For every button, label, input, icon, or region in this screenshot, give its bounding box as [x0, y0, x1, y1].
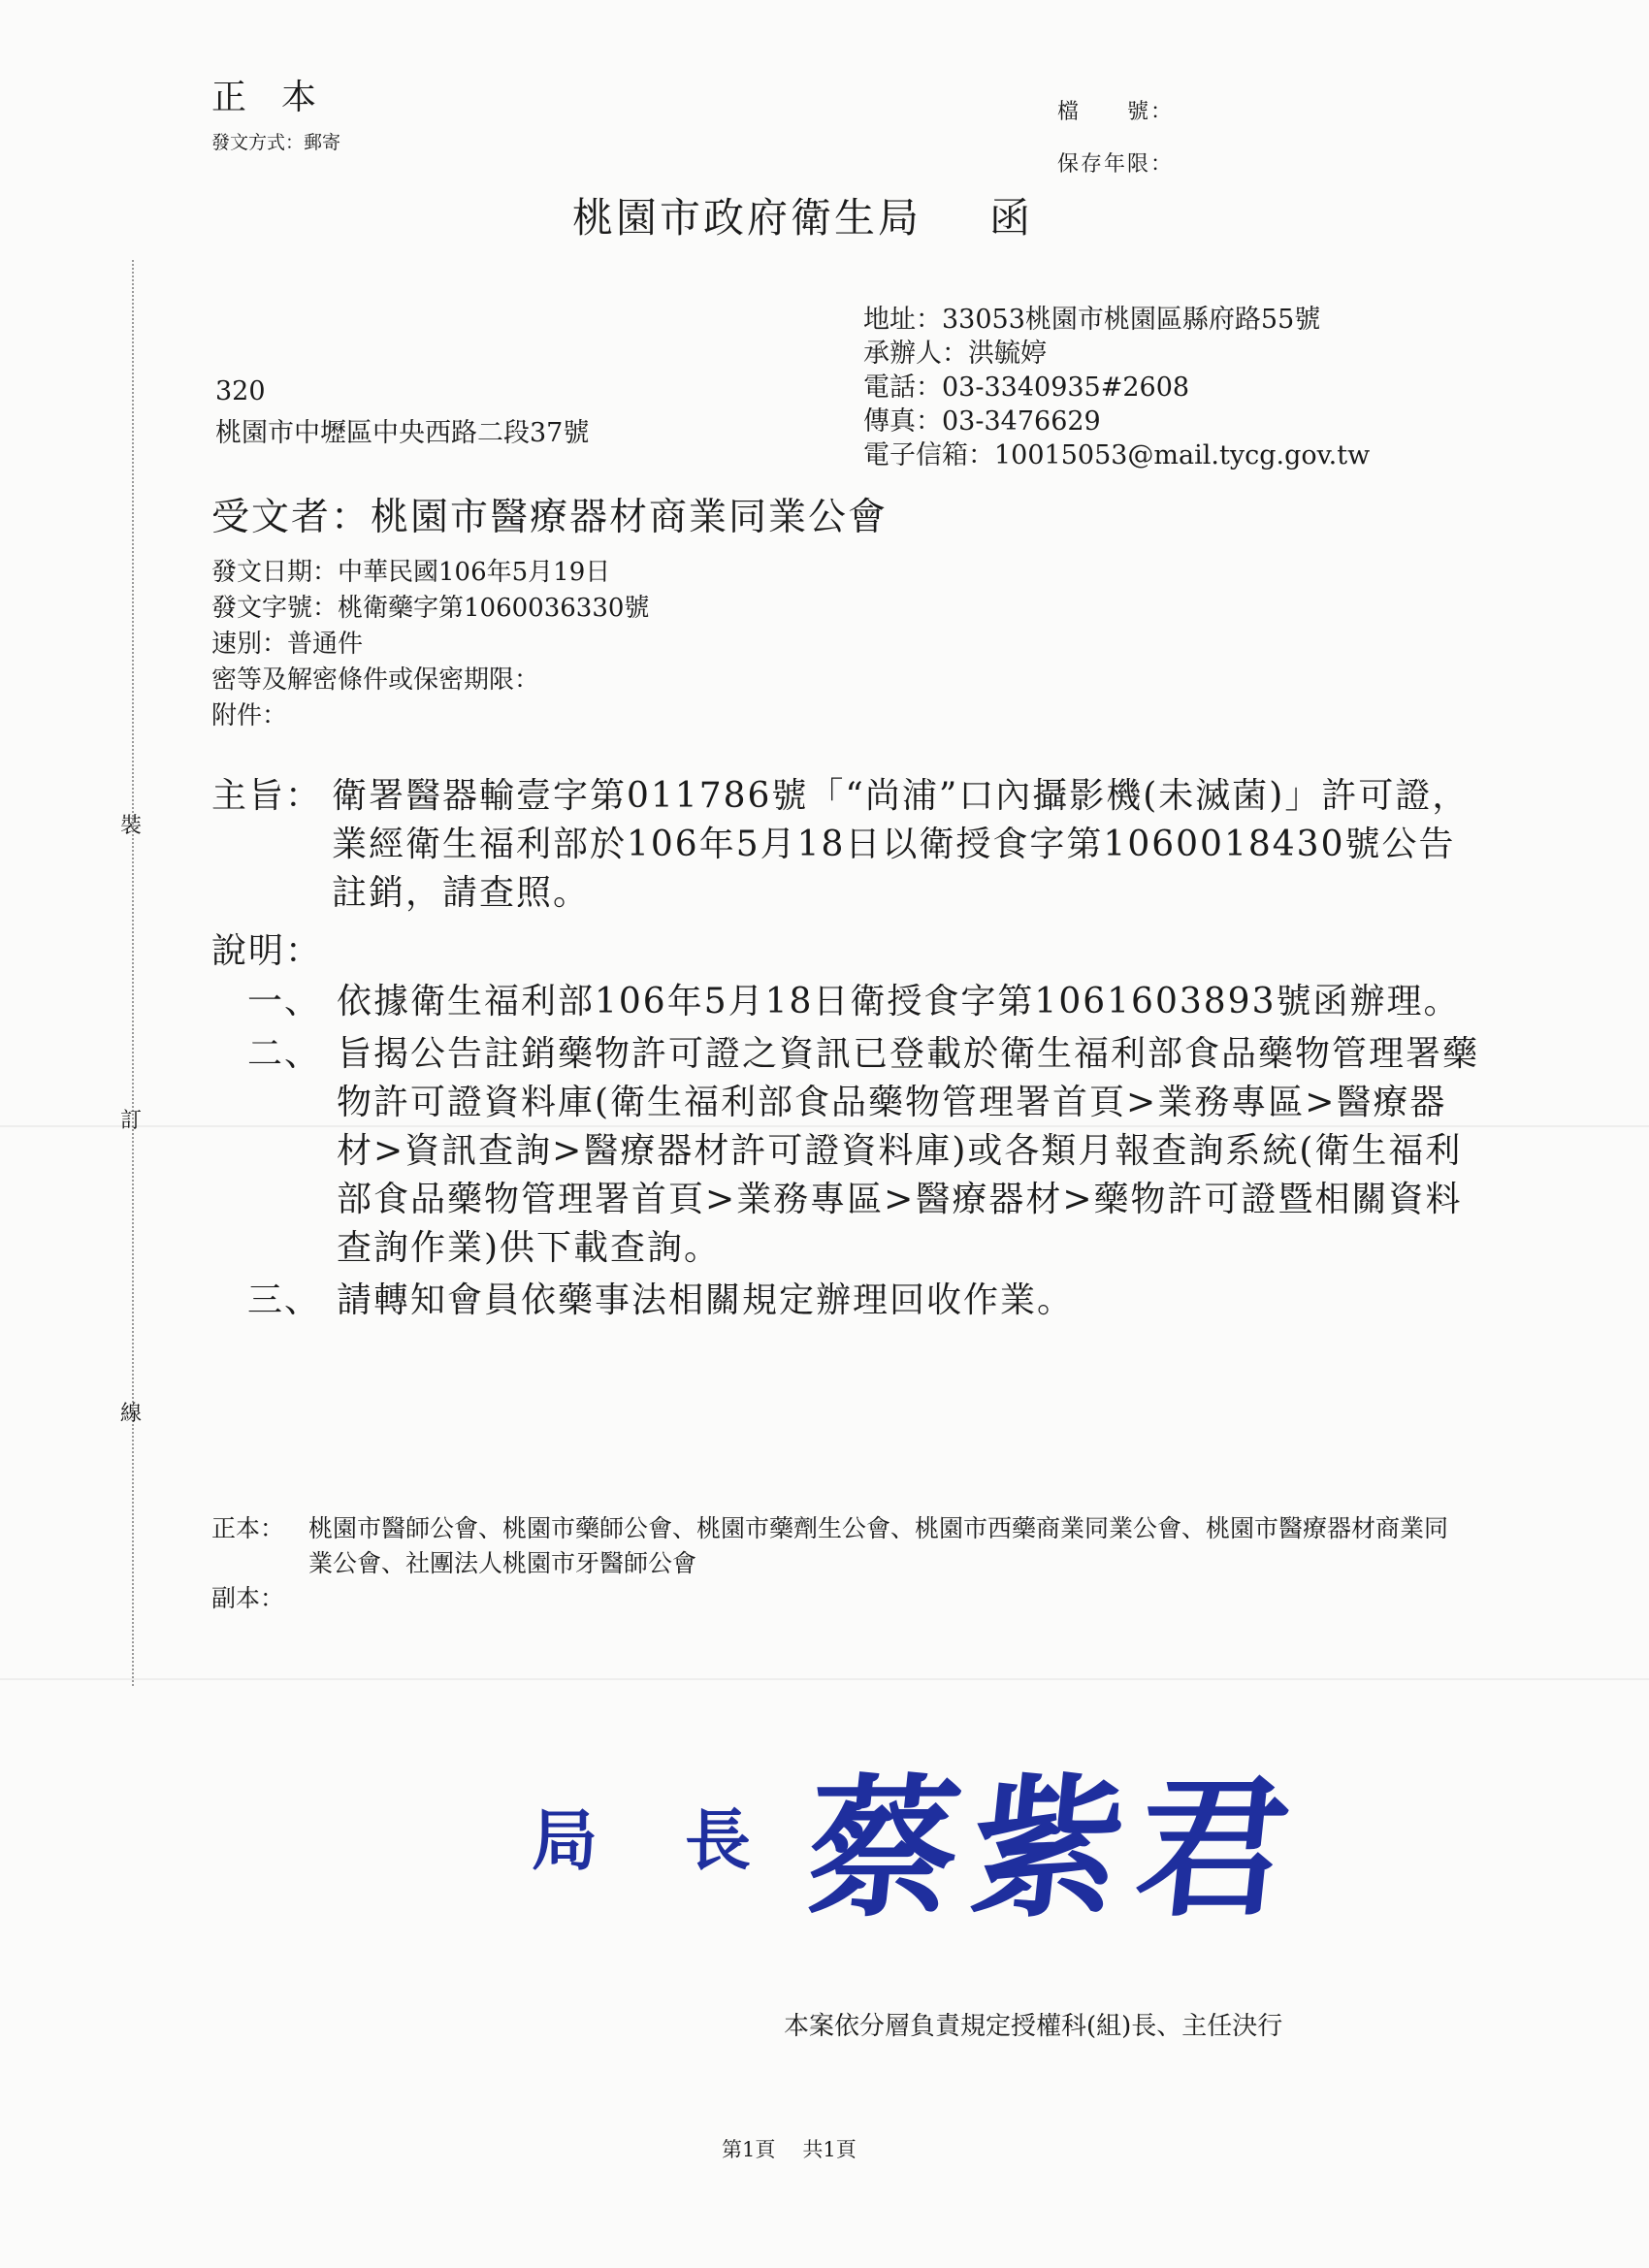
paper-fold-line	[0, 1678, 1649, 1680]
item-text: 依據衛生福利部106年5月18日衛授食字第1061603893號函辦理。	[337, 982, 1461, 1021]
document-number: 發文字號：桃衛藥字第1060036330號	[211, 594, 650, 623]
delegation-note: 本案依分層負責規定授權科(組)長、主任決行	[784, 2012, 1283, 2041]
item-text: 請轉知會員依藥事法相關規定辦理回收作業。	[337, 1280, 1075, 1320]
signature-role	[532, 1789, 751, 1883]
list-item	[247, 1277, 1479, 1325]
letter-title	[572, 186, 1033, 244]
recipient: 受文者：桃園市醫療器材商業同業公會	[211, 496, 889, 539]
current-page: 第1頁	[722, 2138, 776, 2161]
explanation-list	[247, 978, 1479, 1329]
file-number-field: 檔 號：	[1057, 100, 1175, 124]
recipient-address: 桃園市中壢區中央西路二段37號	[215, 418, 590, 448]
page-number	[722, 2134, 857, 2163]
send-method: 發文方式：郵寄	[211, 132, 341, 153]
agency-address: 地址：33053桃園市桃園區縣府路55號	[863, 305, 1321, 335]
role-char: 長	[685, 1802, 752, 1880]
delivery-speed: 速別：普通件	[211, 630, 364, 659]
document-meta	[211, 555, 649, 734]
original-list: 桃園市醫師公會、桃園市藥師公會、桃園市藥劑生公會、桃園市西藥商業同業公會、桃園市醫療器材商業同業公會、社團法人桃園市牙醫師公會	[308, 1514, 1449, 1577]
item-number: 二、	[247, 1034, 322, 1074]
total-pages: 共1頁	[802, 2138, 857, 2161]
original-recipients	[211, 1511, 1463, 1581]
fax-number: 傳真：03-3476629	[863, 406, 1101, 437]
issue-date: 發文日期：中華民國106年5月19日	[211, 558, 611, 587]
director-signature	[532, 1727, 1312, 1945]
list-item	[247, 1030, 1479, 1273]
handler-name: 承辦人：洪毓婷	[863, 339, 1047, 369]
binding-mark: 線	[120, 1402, 143, 1426]
secrecy-level: 密等及解密條件或保密期限：	[211, 665, 540, 695]
email-address: 電子信箱：10015053@mail.tycg.gov.tw	[863, 440, 1371, 470]
binding-margin-line	[132, 260, 134, 1686]
recipient-postal-code: 320	[215, 376, 266, 406]
subject-text: 衛署醫器輸壹字第011786號「“尚浦”口內攝影機(未滅菌)」許可證，業經衛生福利部於106年5月18日以衛授食字第1060018430號公告註銷，請查照。	[332, 776, 1470, 913]
item-number: 一、	[247, 982, 322, 1021]
document-type: 函	[989, 194, 1034, 242]
binding-mark: 裝	[120, 814, 143, 838]
attachments: 附件：	[211, 701, 288, 730]
item-text: 旨揭公告註銷藥物許可證之資訊已登載於衛生福利部食品藥物管理署藥物許可證資料庫(衛生福利部食品藥物管理署首頁>業務專區>醫療器材>資訊查詢>醫療器材許可證資料庫)或各類月報查詢系統(衛生福利部食品藥物管理署首頁>業務專區>醫療器材>藥物許可證暨相關資料查詢作業)供下載查詢。	[337, 1034, 1480, 1268]
subject-block	[211, 772, 1472, 918]
binding-mark: 訂	[120, 1109, 143, 1133]
explanation-label: 說明：	[211, 931, 323, 971]
distribution-block	[211, 1511, 1463, 1616]
copy-recipients: 副本：	[211, 1584, 285, 1612]
role-char: 局	[532, 1802, 598, 1880]
list-item	[247, 978, 1479, 1026]
signature-name: 蔡紫君	[798, 1760, 1312, 1937]
issuing-agency: 桃園市政府衛生局	[572, 194, 922, 242]
original-label: 正本：	[211, 1514, 285, 1542]
contact-block	[863, 303, 1370, 472]
retention-period-field: 保存年限：	[1057, 152, 1175, 177]
subject-label: 主旨：	[211, 776, 323, 816]
copy-type-label: 正本	[211, 78, 352, 117]
item-number: 三、	[247, 1280, 322, 1320]
phone-number: 電話：03-3340935#2608	[863, 373, 1190, 403]
